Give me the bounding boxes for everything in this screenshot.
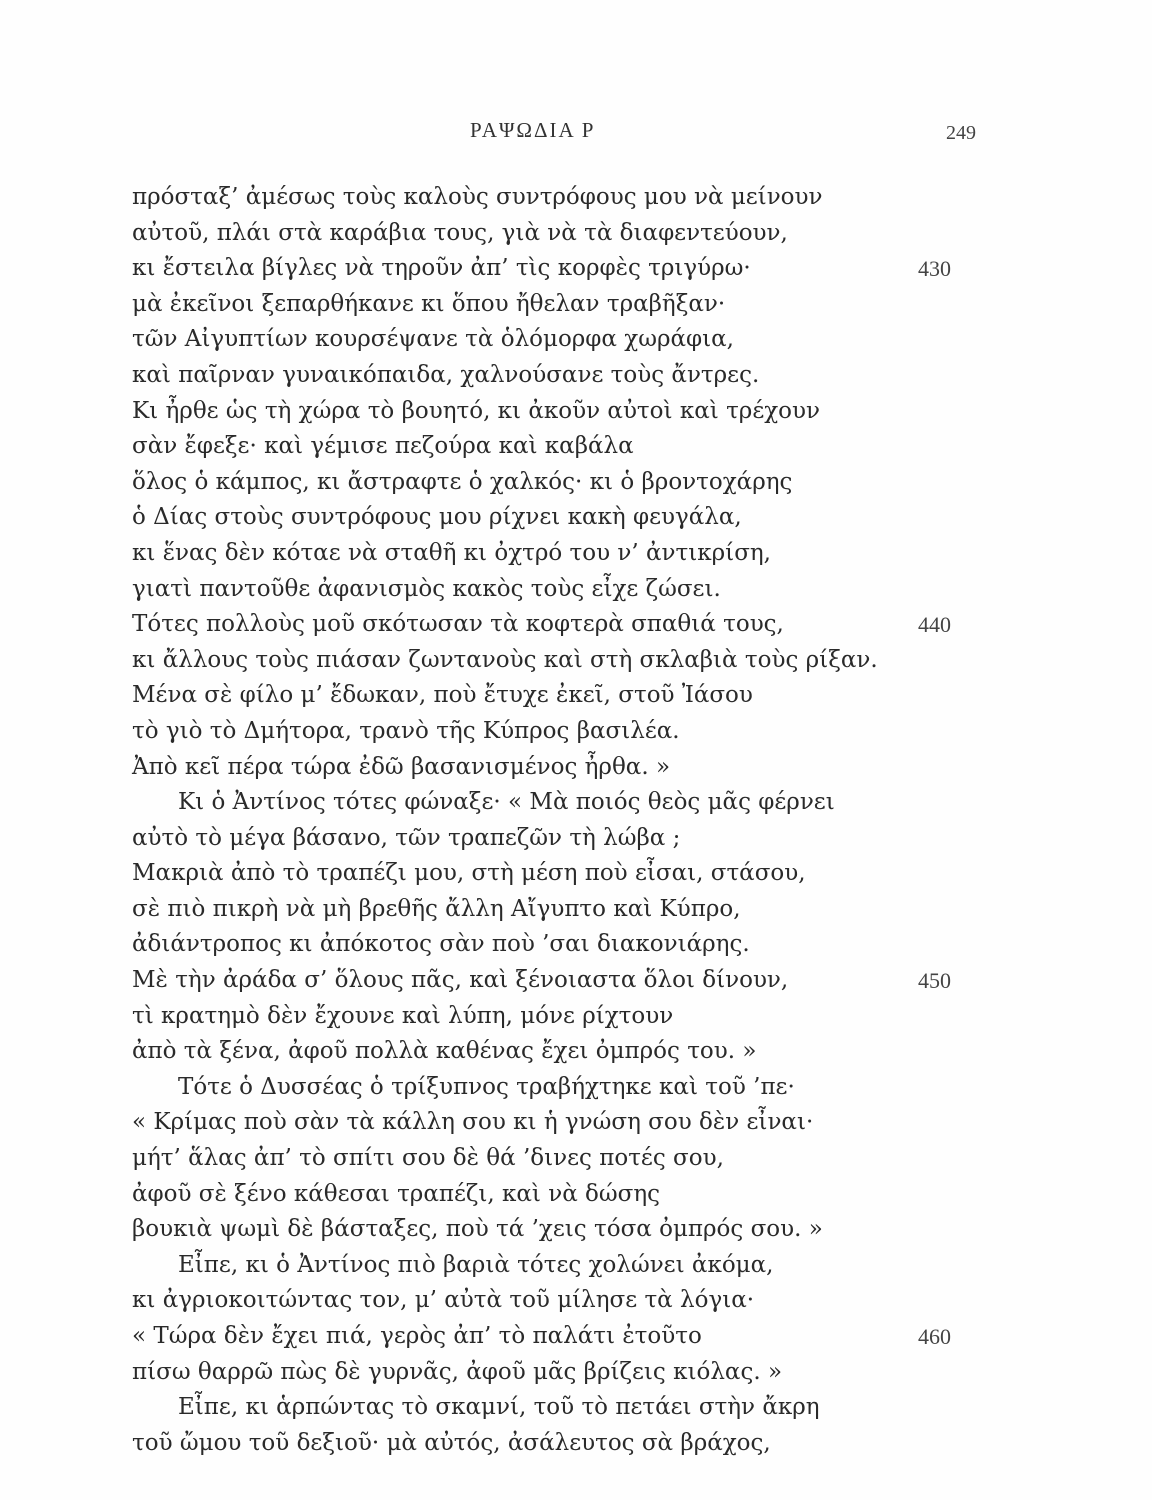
verse-line (0, 750, 1152, 786)
verse-text: κι ἀγριοκοιτώντας τον, μ’ αὐτὰ τοῦ μίλησε τὰ λόγια· (132, 1287, 755, 1314)
verse-line (0, 1177, 1152, 1213)
verse-text: μὰ ἐκεῖνοι ξεπαρθήκανε κι ὅπου ἤθελαν τραβῆξαν· (132, 290, 726, 317)
verse-line (0, 251, 1152, 287)
verse-text: « Τώρα δὲν ἔχει πιά, γερὸς ἀπ’ τὸ παλάτι ἐτοῦτο (132, 1323, 702, 1349)
verse-text: σὲ πιὸ πικρὴ νὰ μὴ βρεθῆς ἄλλη Αἴγυπτο καὶ Κύπρο, (132, 895, 741, 922)
verse-line (0, 714, 1152, 750)
verse-line (0, 1426, 1152, 1462)
verse-line (0, 643, 1152, 679)
verse-text: Μὲ τὴν ἀράδα σ’ ὅλους πᾶς, καὶ ξένοιαστα ὅλοι δίνουν, (132, 967, 789, 994)
verse-text: ὁ Δίας στοὺς συντρόφους μου ρίχνει κακὴ φευγάλα, (132, 504, 742, 531)
poem-text-block (0, 180, 1152, 1461)
verse-text: αὐτὸ τὸ μέγα βάσανο, τῶν τραπεζῶν τὴ λώβα ; (132, 824, 681, 851)
verse-line (0, 821, 1152, 857)
verse-text: γιατὶ παντοῦθε ἀφανισμὸς κακὸς τοὺς εἶχε ζώσει. (132, 575, 721, 602)
verse-line (0, 1070, 1152, 1106)
verse-text: τὸ γιὸ τὸ Δμήτορα, τρανὸ τῆς Κύπρος βασιλέα. (132, 717, 680, 744)
verse-line (0, 892, 1152, 928)
verse-line (0, 429, 1152, 465)
verse-text: κι ἔστειλα βίγλες νὰ τηροῦν ἀπ’ τὶς κορφὲς τριγύρω· (132, 255, 751, 282)
verse-text: ἀπὸ τὰ ξένα, ἀφοῦ πολλὰ καθένας ἔχει ὀμπρός του. » (132, 1038, 757, 1065)
verse-line (0, 1248, 1152, 1284)
verse-line (0, 927, 1152, 963)
verse-line (0, 1355, 1152, 1391)
verse-line (0, 1283, 1152, 1319)
verse-line (0, 963, 1152, 999)
verse-text: μήτ’ ἅλας ἀπ’ τὸ σπίτι σου δὲ θά ’δινες ποτές σου, (132, 1145, 724, 1172)
line-number: 440 (918, 612, 951, 638)
verse-line (0, 1141, 1152, 1177)
verse-text: βουκιὰ ψωμὶ δὲ βάσταξες, ποὺ τά ’χεις τόσα ὀμπρός σου. » (132, 1216, 823, 1243)
verse-line (0, 465, 1152, 501)
verse-line (0, 1390, 1152, 1426)
verse-line (0, 287, 1152, 323)
verse-line (0, 358, 1152, 394)
verse-text: αὐτοῦ, πλάι στὰ καράβια τους, γιὰ νὰ τὰ διαφεντεύουν, (132, 219, 788, 246)
line-number: 430 (918, 256, 951, 282)
verse-text: καὶ παῖρναν γυναικόπαιδα, χαλνούσανε τοὺς ἄντρες. (132, 361, 760, 388)
chapter-title: ΡΑΨΩΔΙΑ Ρ (470, 118, 596, 142)
verse-line (0, 216, 1152, 252)
verse-line (0, 1105, 1152, 1141)
verse-text: Τότε ὁ Δυσσέας ὁ τρίξυπνος τραβήχτηκε καὶ τοῦ ’πε· (178, 1073, 795, 1100)
verse-text: κι ἄλλους τοὺς πιάσαν ζωντανοὺς καὶ στὴ σκλαβιὰ τοὺς ρίξαν. (132, 646, 878, 673)
verse-text: τὶ κρατημὸ δὲν ἔχουνε καὶ λύπη, μόνε ρίχτουν (132, 1002, 674, 1029)
verse-text: ἀφοῦ σὲ ξένο κάθεσαι τραπέζι, καὶ νὰ δώσης (132, 1180, 661, 1207)
verse-text: Εἶπε, κι ἁρπώντας τὸ σκαμνί, τοῦ τὸ πετάει στὴν ἄκρη (178, 1394, 820, 1421)
verse-line (0, 1034, 1152, 1070)
verse-text: « Κρίμας ποὺ σὰν τὰ κάλλη σου κι ἡ γνώση σου δὲν εἶναι· (132, 1109, 814, 1136)
verse-text: Εἶπε, κι ὁ Ἀντίνος πιὸ βαριὰ τότες χολώνει ἀκόμα, (178, 1251, 774, 1278)
verse-line (0, 180, 1152, 216)
line-number: 460 (918, 1324, 951, 1349)
verse-line (0, 678, 1152, 714)
verse-text: Μένα σὲ φίλο μ’ ἔδωκαν, ποὺ ἔτυχε ἐκεῖ, στοῦ Ἰάσου (132, 682, 753, 709)
verse-line (0, 394, 1152, 430)
verse-line (0, 1319, 1152, 1355)
verse-line (0, 607, 1152, 643)
verse-text: Κι ἦρθε ὡς τὴ χώρα τὸ βουητό, κι ἀκοῦν αὐτοὶ καὶ τρέχουν (132, 397, 820, 424)
verse-text: ὅλος ὁ κάμπος, κι ἄστραφτε ὁ χαλκός· κι ὁ βροντοχάρης (132, 468, 793, 495)
verse-line (0, 536, 1152, 572)
verse-line (0, 322, 1152, 358)
verse-text: Κι ὁ Ἀντίνος τότες φώναξε· « Μὰ ποιός θεὸς μᾶς φέρνει (178, 789, 835, 816)
verse-text: Μακριὰ ἀπὸ τὸ τραπέζι μου, στὴ μέση ποὺ εἶσαι, στάσου, (132, 860, 806, 887)
verse-text: κι ἕνας δὲν κόταε νὰ σταθῆ κι ὀχτρό του ν’ ἀντικρίση, (132, 539, 771, 566)
verse-text: Τότες πολλοὺς μοῦ σκότωσαν τὰ κοφτερὰ σπαθιά τους, (132, 611, 784, 638)
verse-line (0, 1212, 1152, 1248)
verse-text: ἀδιάντροπος κι ἀπόκοτος σὰν ποὺ ’σαι διακονιάρης. (132, 931, 750, 958)
verse-line (0, 999, 1152, 1035)
verse-text: πίσω θαρρῶ πὼς δὲ γυρνᾶς, ἀφοῦ μᾶς βρίζεις κιόλας. » (132, 1358, 783, 1385)
line-number: 450 (918, 968, 951, 994)
verse-line (0, 856, 1152, 892)
verse-text: Ἀπὸ κεῖ πέρα τώρα ἐδῶ βασανισμένος ἦρθα. » (132, 753, 671, 780)
verse-line (0, 785, 1152, 821)
verse-text: πρόσταξ’ ἀμέσως τοὺς καλοὺς συντρόφους μου νὰ μείνουν (132, 184, 823, 210)
verse-line (0, 500, 1152, 536)
verse-line (0, 572, 1152, 608)
verse-text: τοῦ ὤμου τοῦ δεξιοῦ· μὰ αὐτός, ἀσάλευτος σὰ βράχος, (132, 1429, 771, 1456)
verse-text: σὰν ἔφεξε· καὶ γέμισε πεζούρα καὶ καβάλα (132, 433, 634, 460)
running-head (0, 118, 1152, 148)
page-number: 249 (946, 122, 976, 144)
verse-text: τῶν Αἰγυπτίων κουρσέψανε τὰ ὁλόμορφα χωράφια, (132, 326, 734, 353)
